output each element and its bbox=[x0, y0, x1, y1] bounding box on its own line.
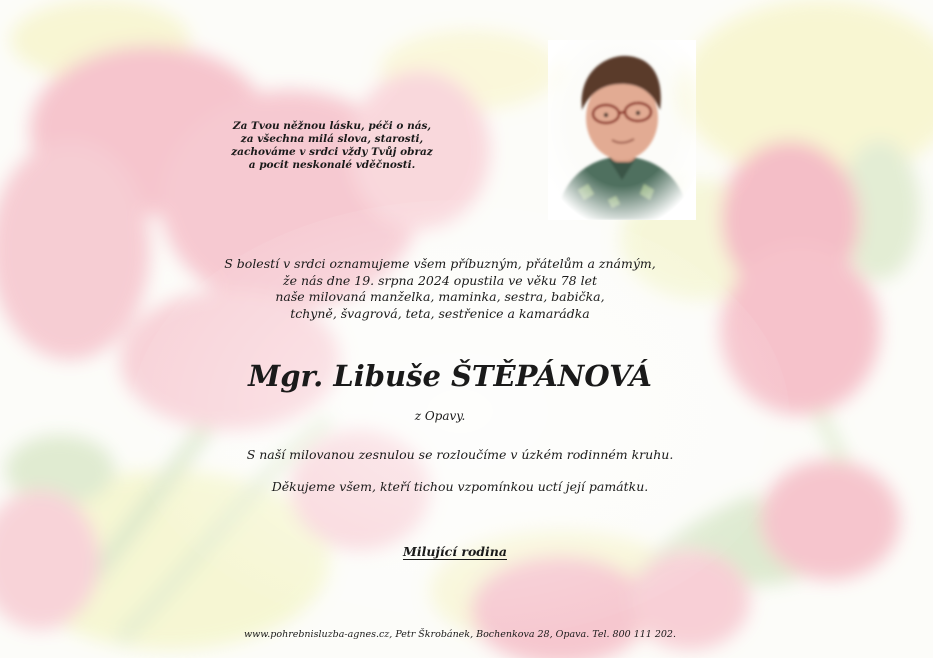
thanks-note: Děkujeme všem, kteří tichou vzpomínkou uctí její památku. bbox=[271, 479, 649, 494]
portrait-photo bbox=[548, 40, 696, 220]
verse-line: Za Tvou něžnou lásku, péči o nás, bbox=[232, 120, 432, 132]
announcement-line: tchyně, švagrová, teta, sestřenice a kamarádka bbox=[290, 305, 590, 321]
verse-line: a pocit neskonalé vděčnosti. bbox=[248, 159, 416, 171]
signature-text: Milující rodina bbox=[402, 544, 507, 559]
family-signature bbox=[330, 544, 580, 559]
memorial-verse bbox=[212, 120, 452, 172]
farewell-note: S naší milovanou zesnulou se rozloučíme v úzkém rodinném kruhu. bbox=[246, 447, 674, 462]
verse-line: zachováme v srdci vždy Tvůj obraz bbox=[231, 146, 433, 158]
announcement-line: naše milovaná manželka, maminka, sestra, babička, bbox=[275, 289, 605, 304]
verse-line: za všechna milá slova, starosti, bbox=[240, 133, 424, 145]
death-announcement bbox=[200, 256, 680, 322]
announcement-line: že nás dne 19. srpna 2024 opustila ve věku 78 let bbox=[282, 272, 597, 288]
deceased-name: Mgr. Libuše ŠTĚPÁNOVÁ bbox=[248, 359, 652, 393]
deceased-origin: z Opavy. bbox=[414, 409, 466, 423]
announcement-line: S bolestí v srdci oznamujeme všem příbuzným, přátelům a známým, bbox=[224, 256, 656, 271]
funeral-service-footer: www.pohrebnisluzba-agnes.cz, Petr Škrobánek, Bochenkova 28, Opava. Tel. 800 111 202. bbox=[243, 629, 676, 640]
